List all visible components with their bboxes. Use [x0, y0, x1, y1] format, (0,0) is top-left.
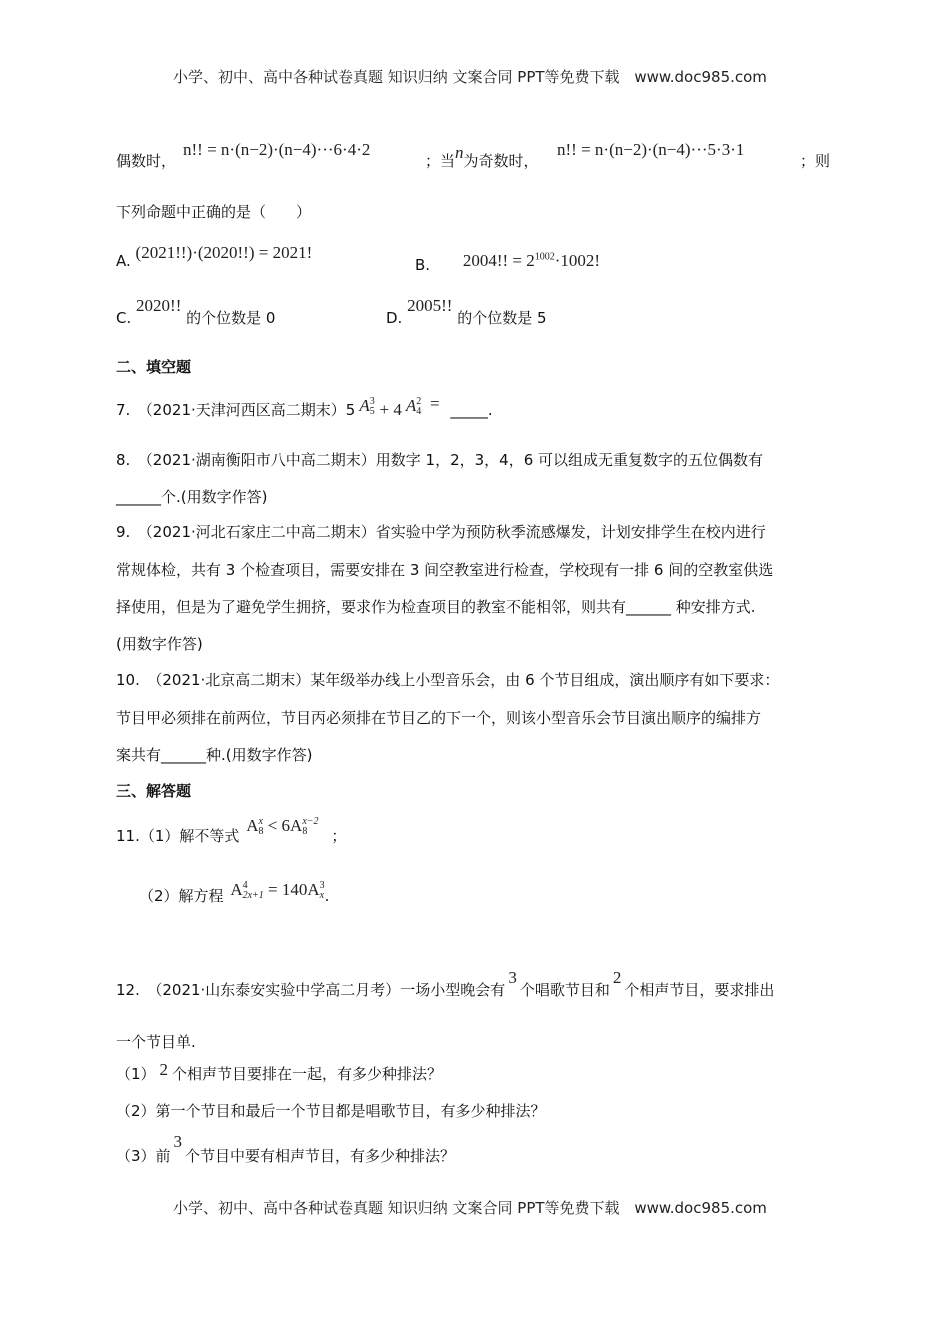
footer-url[interactable]: www.doc985.com [634, 1199, 767, 1217]
q9-line2: 常规体检，共有 3 个检查项目，需要安排在 3 间空教室进行检查，学校现有一排 6 间的空教室供选 [116, 561, 774, 579]
q12-sub3 [116, 1132, 456, 1166]
q11-p2-sup2: 3 [319, 880, 325, 892]
q7-answer-blank[interactable]: _____. [450, 401, 493, 419]
q6-formula-even [183, 140, 370, 160]
q11-part2-text: （2）解方程 [139, 887, 224, 905]
q11-p2-a: A [230, 880, 243, 899]
q6-even-label: 偶数时， [116, 152, 177, 170]
q11-p2-sub2: x [319, 890, 325, 902]
q7-a2-sub: 4 [416, 406, 422, 418]
option-d-text: 的个位数是 5 [457, 309, 547, 327]
q6-then-text: ；则 [800, 152, 831, 170]
q12-sub3-num: 3 [173, 1132, 183, 1151]
q8-line2: ______个.(用数字作答) [116, 488, 268, 506]
q12-sub1-label: （1） [116, 1065, 156, 1083]
header-url[interactable]: www.doc985.com [634, 68, 767, 86]
q9-line3: 择使用，但是为了避免学生拥挤，要求作为检查项目的教室不能相邻，则共有______ 种安排方式. [116, 598, 756, 616]
q12-sub3-label: （3）前 [116, 1147, 171, 1165]
option-b-exponent: 1002 [534, 251, 555, 262]
q10-line2: 节目甲必须排在前两位，节目丙必须排在节目乙的下一个，则该小型音乐会节目演出顺序的编排方 [116, 709, 762, 727]
option-a-formula: (2021!!)·(2020!!) = 2021! [135, 243, 313, 262]
q12-sub3-text: 个节目中要有相声节目，有多少种排法？ [185, 1147, 456, 1165]
q12-line2: 一个节目单. [116, 1033, 196, 1051]
q7-prefix: 7. （2021·天津河西区高二期末）5 [116, 401, 356, 419]
q7-a1-sup: 3 [369, 396, 375, 408]
q6-sep-text: ；当 [425, 152, 456, 170]
q6-formula-odd [557, 140, 744, 160]
option-a-label: A. [116, 252, 131, 270]
q12-sub1-num: 2 [159, 1060, 169, 1079]
option-d[interactable] [386, 296, 547, 327]
q11-part1 [116, 816, 347, 847]
page-footer [173, 1197, 767, 1218]
q12-mid: 个唱歌节目和 [519, 981, 610, 999]
option-c[interactable] [116, 296, 276, 327]
q11-part1-text: 11.（1）解不等式 [116, 827, 240, 845]
q7-a1: A [359, 396, 370, 415]
q7-a2-sup: 2 [416, 396, 422, 408]
q10-line1: 10. （2021·北京高二期末）某年级举办线上小型音乐会，由 6 个节目组成，演出顺序有如下要求： [116, 671, 780, 689]
q11-part2-end: . [324, 887, 330, 905]
q6-line1 [116, 151, 176, 171]
page-header [173, 66, 767, 87]
q7-eq: = [430, 394, 440, 413]
q9-line1: 9. （2021·河北石家庄二中高二期末）省实验中学为预防秋季流感爆发，计划安排学生在校内进行 [116, 523, 766, 541]
q11-part1-end: ； [331, 827, 347, 845]
q6-formula-even-text: n!! = n·(n−2)·(n−4)···6·4·2 [183, 140, 371, 159]
q11-p1-a: A [246, 816, 259, 835]
q6-n-var: n [455, 143, 464, 162]
q12-tail: 个相声节目，要求排出 [624, 981, 775, 999]
q12-line1 [116, 968, 775, 1000]
option-d-label: D. [386, 309, 403, 327]
q10-line3: 案共有______种.(用数字作答) [116, 746, 313, 764]
q6-sep [425, 143, 539, 171]
q7-plus4: + 4 [379, 400, 402, 419]
section-answer-title: 三、解答题 [116, 782, 192, 800]
option-b-tail: ·1002! [554, 250, 601, 270]
footer-text: 小学、初中、高中各种试卷真题 知识归纳 文案合同 PPT等免费下载 [173, 1199, 620, 1217]
option-b-label: B. [415, 255, 431, 274]
q6-prompt: 下列命题中正确的是（ ） [116, 203, 312, 221]
q11-p1-sup2: x−2 [302, 816, 319, 828]
q8-line1: 8. （2021·湖南衡阳市八中高二期末）用数字 1，2，3，4，6 可以组成无重复数字的五位偶数有 [116, 451, 764, 469]
q12-sub1-text: 个相声节目要排在一起，有多少种排法？ [172, 1065, 443, 1083]
section-fill-in-title: 二、填空题 [116, 358, 192, 376]
header-text: 小学、初中、高中各种试卷真题 知识归纳 文案合同 PPT等免费下载 [173, 68, 620, 86]
q12-prefix: 12. （2021·山东泰安实验中学高二月考）一场小型晚会有 [116, 981, 506, 999]
q12-num2: 2 [612, 968, 622, 987]
q12-sub1 [116, 1060, 443, 1084]
q12-num3: 3 [508, 968, 517, 987]
q12-sub2: （2）第一个节目和最后一个节目都是唱歌节目，有多少种排法？ [116, 1102, 546, 1120]
q11-p2-sup1: 4 [242, 880, 248, 892]
q11-p1-mid: < 6A [267, 816, 303, 835]
q11-p2-mid: = 140A [268, 880, 320, 899]
option-c-formula: 2020!! [136, 296, 182, 315]
q7 [116, 394, 493, 421]
q6-odd-text: 为奇数时， [463, 152, 539, 170]
q11-p2-sub1: 2x+1 [242, 890, 264, 902]
q11-p1-sub2: 8 [302, 826, 308, 838]
q6-formula-odd-text: n!! = n·(n−2)·(n−4)···5·3·1 [557, 140, 745, 159]
q11-part2 [139, 880, 330, 907]
q7-a2: A [405, 396, 417, 415]
q11-p1-sub1: 8 [258, 826, 264, 838]
option-a[interactable] [116, 243, 313, 270]
option-b[interactable] [415, 247, 601, 274]
q6-line2 [116, 202, 311, 222]
option-c-label: C. [116, 309, 132, 327]
q6-then [800, 151, 830, 171]
option-d-formula: 2005!! [407, 296, 453, 315]
q7-a1-sub: 5 [369, 406, 375, 418]
option-c-text: 的个位数是 0 [186, 309, 276, 327]
option-b-formula: 2004!! = 2 [462, 250, 535, 270]
q11-p1-sup1: x [258, 816, 263, 828]
q9-line4: (用数字作答) [116, 635, 203, 653]
